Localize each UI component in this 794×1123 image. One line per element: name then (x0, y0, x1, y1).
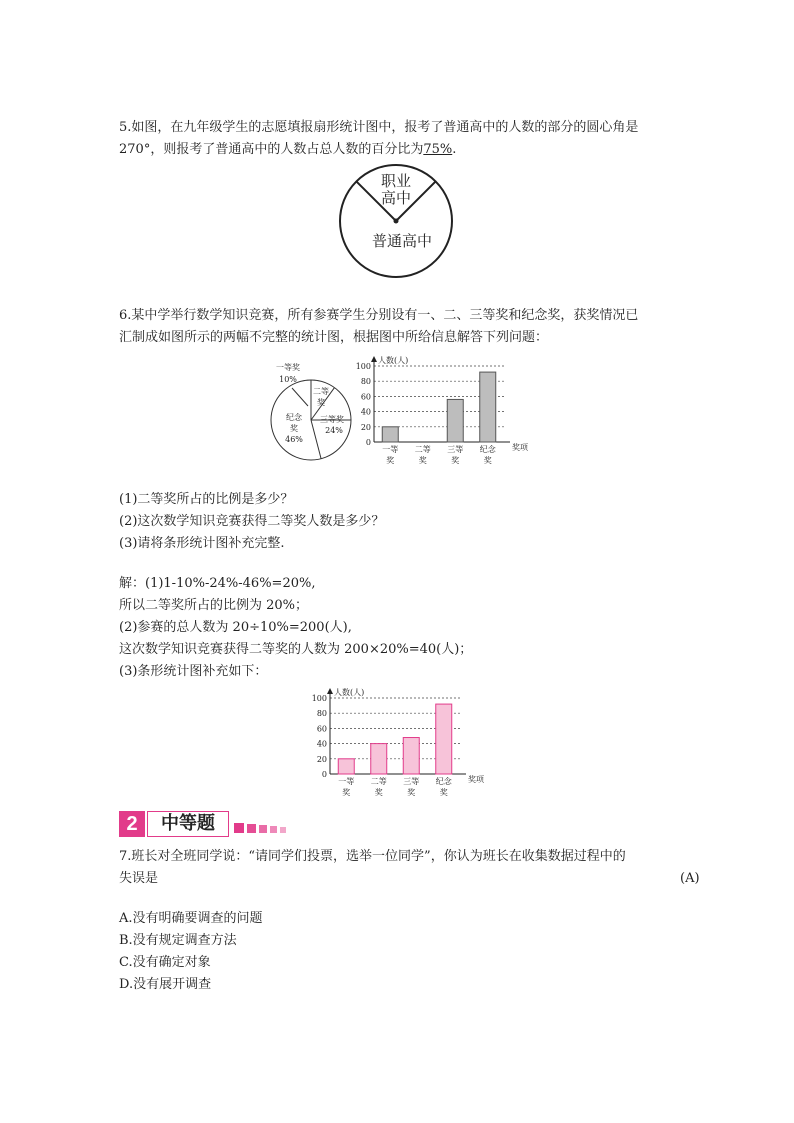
x-tick-label: 三等 (447, 445, 464, 454)
q5-line2-prefix: 270°，则报考了普通高中的人数占总人数的百分比为 (119, 142, 424, 157)
q7-option-a: A.没有明确要调查的问题 (119, 911, 263, 926)
y-tick-label: 0 (321, 770, 327, 779)
q5-line1: 5.如图，在九年级学生的志愿填报扇形统计图中，报考了普通高中的人数的部分的圆心角是 (119, 120, 639, 135)
x-tick-label: 一等 (382, 445, 399, 454)
x-tick-label: 二等 (414, 445, 431, 454)
x-tick-label-2: 奖 (483, 456, 492, 465)
q6-pie-second-l2: 奖 (317, 398, 325, 407)
y-tick-label: 100 (311, 694, 327, 703)
y-tick-label: 100 (355, 362, 371, 371)
q5-line2 (119, 142, 456, 158)
q5-pie-chart (336, 164, 456, 282)
q6-line2: 汇制成如图所示的两幅不完整的统计图，根据图中所给信息解答下列问题： (119, 330, 549, 345)
y-tick-label: 0 (365, 438, 371, 447)
y-axis-label: 人数(人) (334, 688, 365, 697)
bar (447, 399, 463, 442)
y-tick-label: 20 (316, 754, 327, 764)
y-tick-label: 60 (316, 724, 327, 734)
q6-solution-3: (2)参赛的总人数为 20÷10%=200(人), (119, 620, 352, 635)
q7-line2: 失误是 (119, 871, 159, 886)
decor-square-2 (247, 824, 256, 833)
q6-pie-memorial-pct: 46% (285, 435, 303, 444)
q6-question-3: (3)请将条形统计图补充完整. (119, 536, 285, 551)
q5-pie-label-vocational-1: 职业 (380, 172, 412, 190)
x-tick-label-2: 奖 (418, 456, 427, 465)
x-tick-label: 三等 (403, 777, 420, 786)
x-tick-label: 二等 (370, 777, 387, 786)
y-axis-arrow (371, 356, 377, 362)
x-tick-label: 纪念 (479, 445, 496, 454)
q7-line1: 7.班长对全班同学说：“请同学们投票，选举一位同学”，你认为班长在收集数据过程中的 (119, 849, 626, 864)
decor-square-1 (234, 823, 244, 833)
q6-pie-second-l1: 二等 (313, 387, 329, 396)
q7-answer: (A) (680, 871, 700, 886)
y-axis-label: 人数(人) (378, 356, 409, 365)
q7-option-b: B.没有规定调查方法 (119, 933, 237, 948)
q6-solution-2: 所以二等奖所占的比例为 20%； (119, 598, 309, 613)
q6-pie-third-l1: 三等奖 (320, 415, 344, 424)
decor-square-3 (259, 825, 267, 833)
x-axis-label: 奖项 (468, 775, 484, 784)
q7-option-d: D.没有展开调查 (119, 977, 212, 992)
x-axis-label: 奖项 (512, 443, 528, 452)
q6-bar-chart-original (352, 350, 530, 468)
q6-pie-first-label: 一等奖 (276, 363, 300, 372)
decor-square-5 (280, 827, 286, 833)
q6-solution-1: 解：(1)1-10%-24%-46%=20%, (119, 576, 316, 591)
q5-line2-suffix: . (452, 142, 457, 157)
q6-question-2: (2)这次数学知识竞赛获得二等奖人数是多少？ (119, 514, 385, 529)
section-number: 2 (119, 811, 145, 837)
y-axis-arrow (327, 688, 333, 694)
y-tick-label: 80 (360, 377, 371, 387)
q6-solution-5: (3)条形统计图补充如下： (119, 664, 268, 679)
q5-pie-center (394, 219, 399, 224)
x-tick-label-2: 奖 (439, 788, 448, 797)
bar (338, 759, 354, 774)
section-header (119, 811, 229, 837)
q6-pie-memorial-l2: 奖 (290, 424, 298, 433)
q6-pie-memorial-l1: 纪念 (286, 413, 302, 422)
bar (382, 427, 398, 442)
q6-bar-chart-completed (308, 682, 486, 800)
q5-pie-label-regular: 普通高中 (371, 232, 433, 250)
x-tick-label-2: 奖 (342, 788, 351, 797)
section-title: 中等题 (147, 811, 229, 837)
y-tick-label: 20 (360, 422, 371, 432)
q6-pie-chart (266, 358, 356, 466)
q6-line1: 6.某中学举行数学知识竞赛，所有参赛学生分别设有一、二、三等奖和纪念奖，获奖情况已 (119, 308, 639, 323)
q6-pie-third-pct: 24% (325, 426, 343, 435)
q6-question-1: (1)二等奖所占的比例是多少？ (119, 492, 294, 507)
q6-solution-4: 这次数学知识竞赛获得二等奖的人数为 200×20%=40(人)； (119, 642, 473, 657)
decor-square-4 (270, 826, 277, 833)
y-tick-label: 80 (316, 709, 327, 719)
section-decoration (234, 818, 289, 830)
x-tick-label: 纪念 (435, 777, 452, 786)
x-tick-label-2: 奖 (374, 788, 383, 797)
q6-pie-first-pct: 10% (279, 375, 297, 384)
y-tick-label: 40 (360, 407, 371, 417)
y-tick-label: 60 (360, 392, 371, 402)
x-tick-label-2: 奖 (451, 456, 460, 465)
q7-option-c: C.没有确定对象 (119, 955, 211, 970)
x-tick-label-2: 奖 (386, 456, 395, 465)
x-tick-label-2: 奖 (407, 788, 416, 797)
bar (371, 744, 387, 774)
bar (480, 372, 496, 442)
bar (436, 704, 452, 774)
x-tick-label: 一等 (338, 777, 355, 786)
q5-answer: 75% (423, 142, 453, 157)
bar (403, 738, 419, 774)
q5-pie-label-vocational-2: 高中 (380, 189, 412, 207)
y-tick-label: 40 (316, 739, 327, 749)
